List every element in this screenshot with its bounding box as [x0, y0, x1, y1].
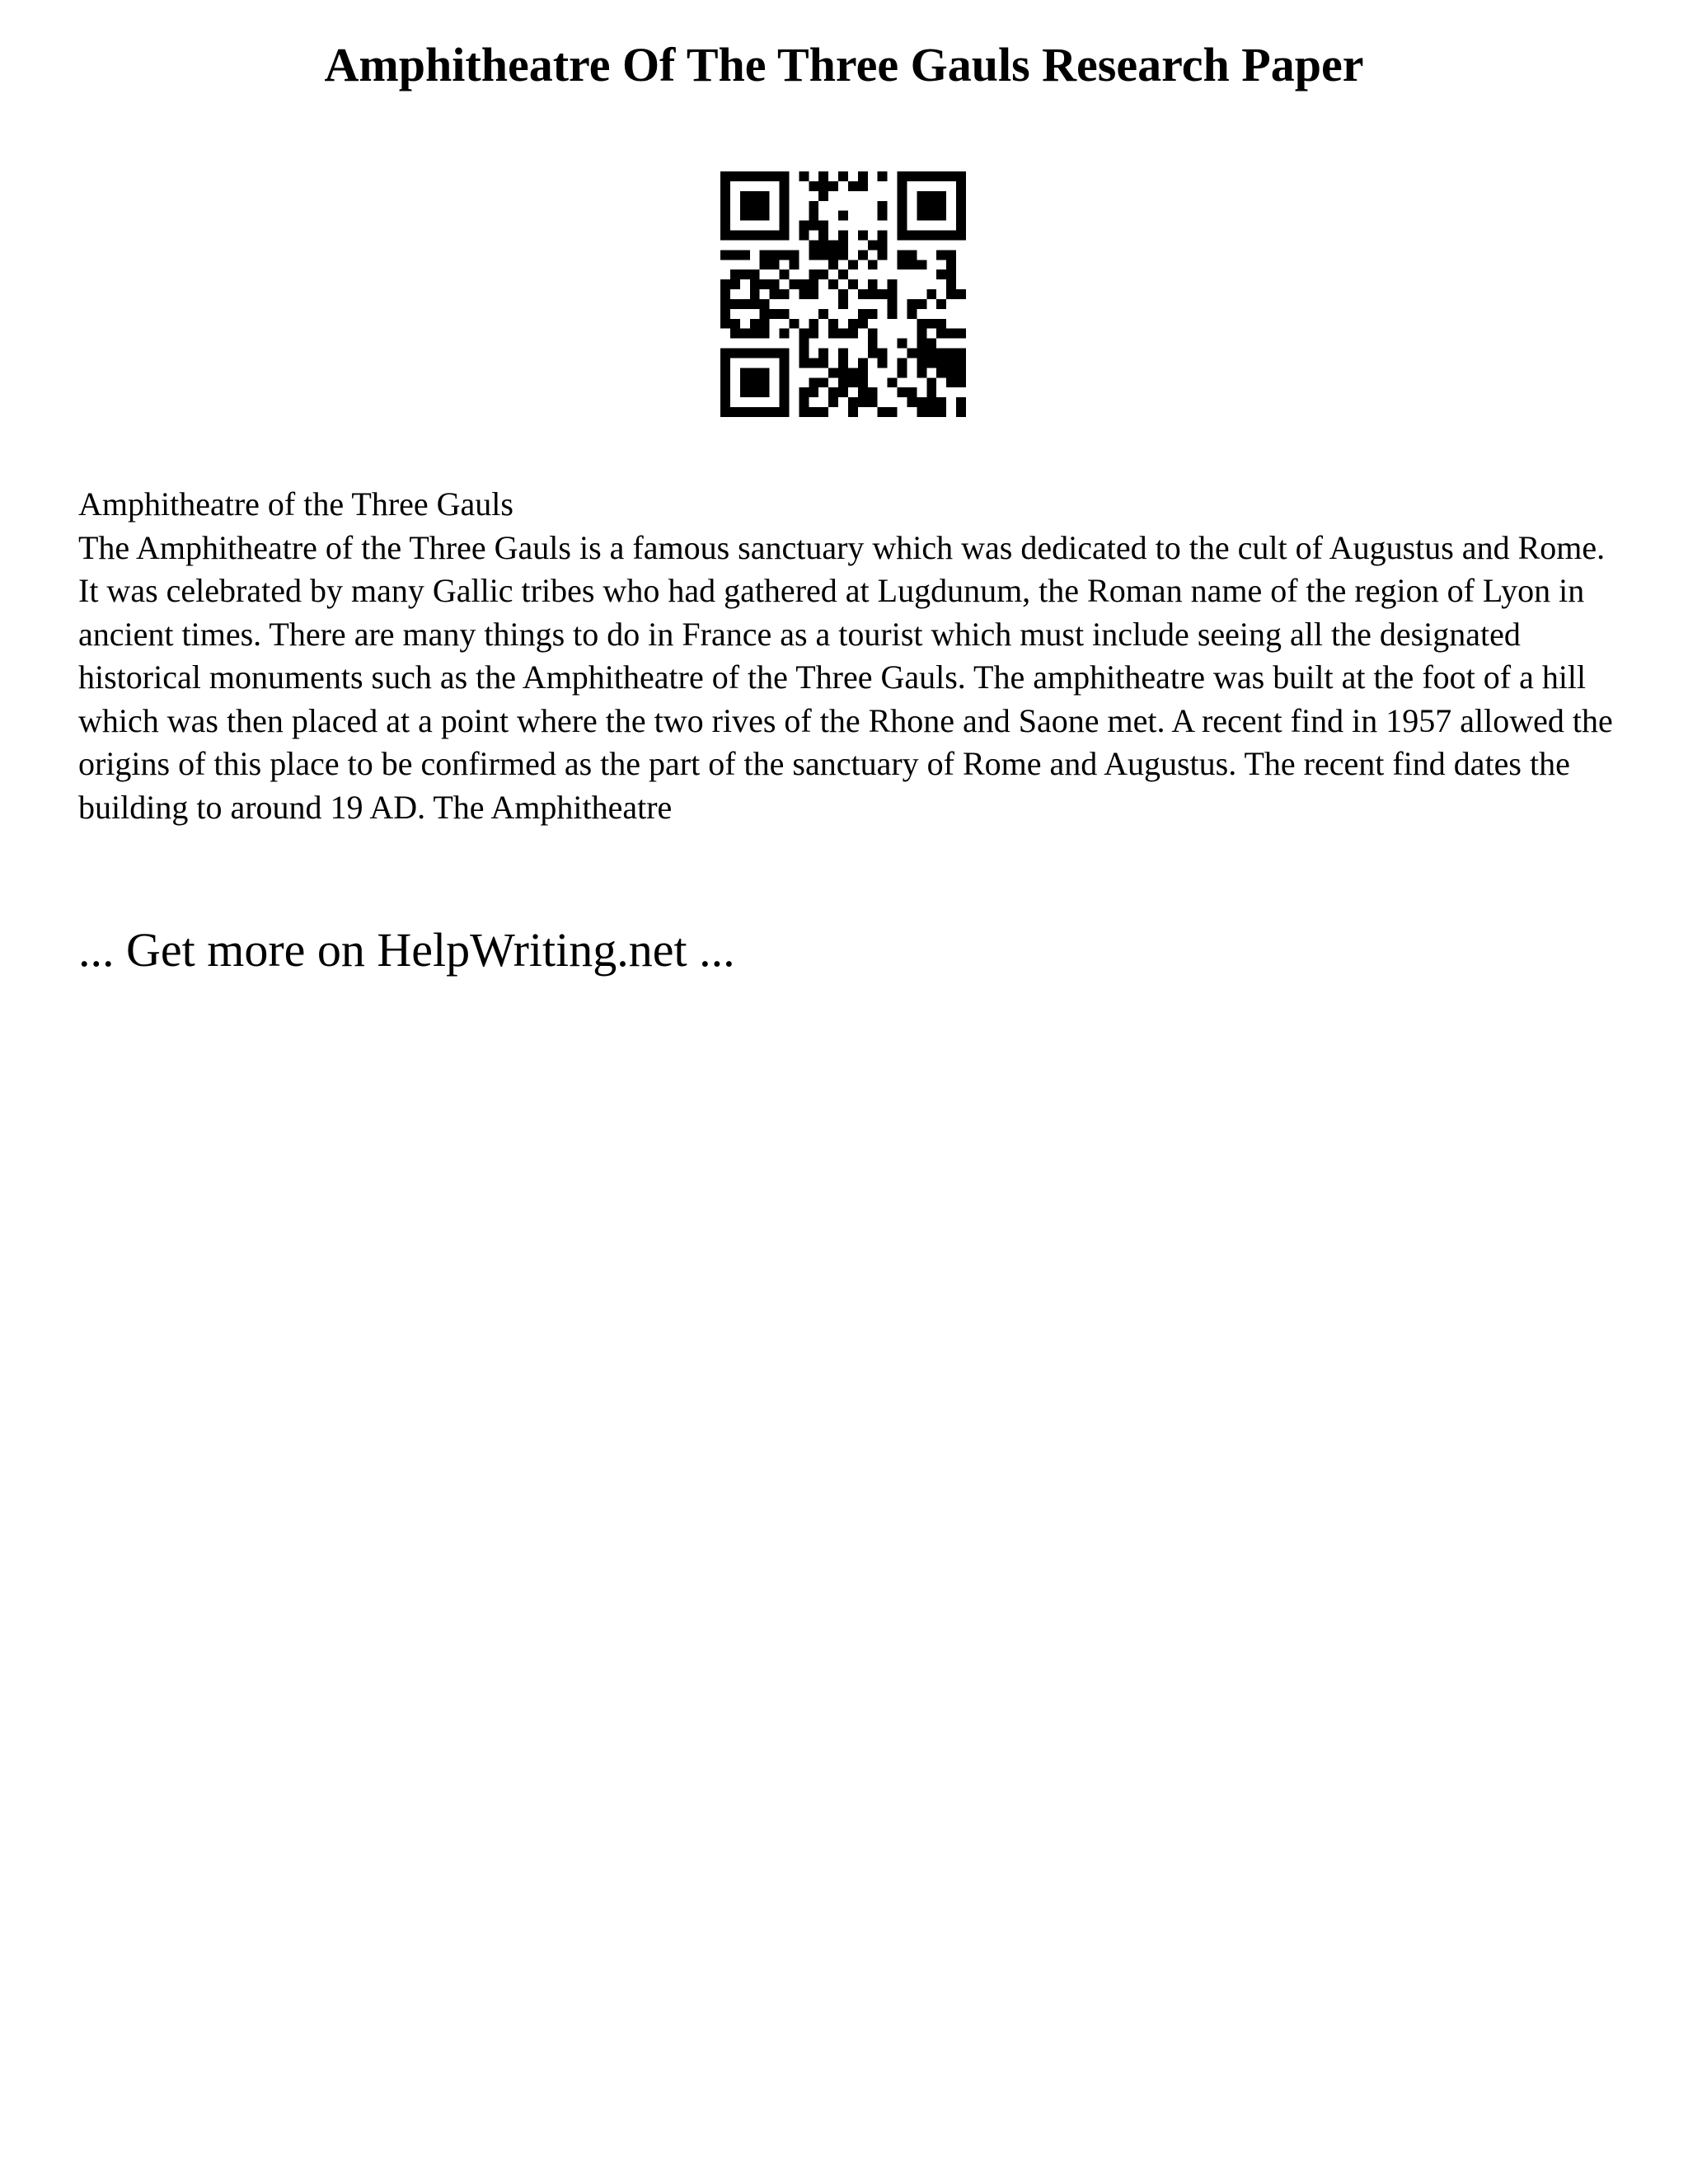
article-subheading: Amphitheatre of the Three Gauls — [78, 485, 513, 523]
get-more-link[interactable]: ... Get more on HelpWriting.net ... — [78, 923, 735, 977]
qr-code-icon — [720, 171, 966, 417]
article-body — [78, 483, 1628, 829]
page-title: Amphitheatre Of The Three Gauls Research Paper — [324, 38, 1364, 91]
article-paragraph: The Amphitheatre of the Three Gauls is a famous sanctuary which was dedicated to the cult of Augustus and Rome. It was celebrated by many Gallic tribes who had gathered at Lugdunum, the Roman name of the region of Lyon in ancient times. There are many things to do in France as a tourist which must include seeing all the designated historical monuments such as the Amphitheatre of the Three Gauls. The amphitheatre was built at the foot of a hill which was then placed at a point where the two rives of the Rhone and Saone met. A recent find in 1957 allowed the origins of this place to be confirmed as the part of the sanctuary of Rome and Augustus. The recent find dates the building to around 19 AD. The Amphitheatre — [78, 528, 1613, 826]
